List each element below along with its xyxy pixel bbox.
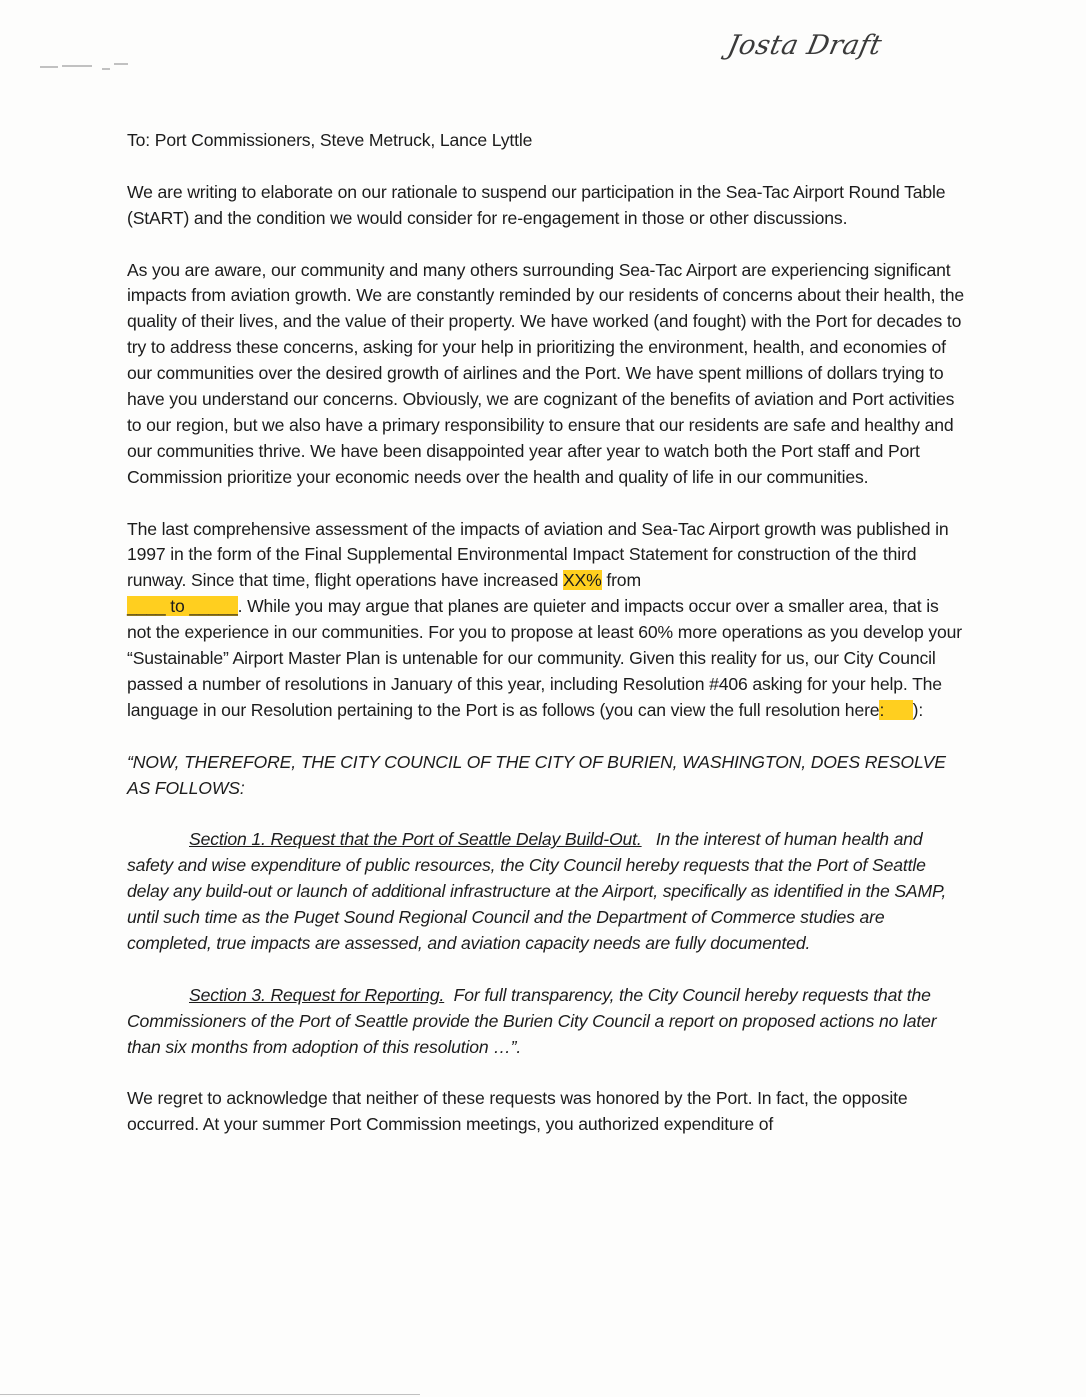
- section-1-heading: Section 1. Request that the Port of Seattle Delay Build-Out.: [189, 829, 642, 850]
- resolution-section-3: [127, 983, 967, 1061]
- resolution-intro: “NOW, THEREFORE, THE CITY COUNCIL OF THE CITY OF BURIEN, WASHINGTON, DOES RESOLVE AS FOLLOWS:: [127, 751, 946, 798]
- text-segment: ):: [912, 699, 924, 720]
- scan-edge-line: [0, 1394, 420, 1395]
- text-segment: . While you may argue that planes are quieter and impacts occur over a smaller area, that is not the experience in our communities. For you to propose at least 60% more operations as you develop your “Sustainable” Airport Master Plan is untenable for our community. Given this reality for us, our City Council passed a number of resolutions in January of this year, including Resolution #406 asking for your help. The language in our Resolution pertaining to the Port is as follows (you can view the full resolution here: [127, 596, 962, 720]
- highlight-link-placeholder: :: [879, 699, 913, 720]
- blank-to: _____: [189, 596, 238, 617]
- section-3-heading: Section 3. Request for Reporting.: [189, 984, 445, 1005]
- text-segment: The last comprehensive assessment of the impacts of aviation and Sea-Tac Airport growth was published in 1997 in the form of the Final Supplemental Environmental Impact Statement for construction of the third runway. Since that time, flight operations have increased: [127, 518, 949, 591]
- section-1-body: In the interest of human health and safety and wise expenditure of public resources, the City Council hereby requests that the Port of Seattle delay any build-out or launch of additional infrastructure at the Airport, specifically as identified in the SAMP, until such time as the Puget Sound Regional Council and the Department of Commerce studies are completed, true impacts are assessed, and aviation capacity needs are fully documented.: [127, 829, 951, 954]
- highlight-percent-placeholder: XX%: [562, 570, 602, 591]
- letter-body: [127, 128, 967, 1164]
- text-segment: from: [601, 570, 641, 591]
- to-word: to: [165, 596, 190, 617]
- blank-from: ____: [127, 596, 166, 617]
- scan-artifact: [40, 62, 130, 72]
- highlight-range-placeholder: [127, 596, 238, 616]
- paragraph-intro: We are writing to elaborate on our rationale to suspend our participation in the Sea-Tac Airport Round Table (StART) and the condition we would consider for re-engagement in those or other discussions.: [127, 181, 946, 228]
- handwritten-draft-note: Josta Draft: [724, 30, 885, 61]
- section-3-body: For full transparency, the City Council hereby requests that the Commissioners of the Port of Seattle provide the Burien City Council a report on proposed actions no later than six months from adoption of this resolution …”.: [127, 984, 942, 1057]
- resolution-section-1: [127, 827, 967, 957]
- paragraph-assessment: [127, 517, 967, 724]
- paragraph-final: We regret to acknowledge that neither of these requests was honored by the Port. In fact, the opposite occurred. At your summer Port Commission meetings, you authorized expenditure of: [127, 1088, 908, 1135]
- paragraph-impacts: As you are aware, our community and many others surrounding Sea-Tac Airport are experiencing significant impacts from aviation growth. We are constantly reminded by our residents of concerns about their health, the quality of their lives, and the value of their property. We have worked (and fought) with the Port for decades to try to address these concerns, asking for your help in prioritizing the environment, health, and economies of our communities over the desired growth of airlines and the Port. We have spent millions of dollars trying to have you understand our concerns. Obviously, we are cognizant of the benefits of aviation and Port activities to our region, but we also have a primary responsibility to ensure that our residents are safe and healthy and our communities thrive. We have been disappointed year after year to watch both the Port staff and Port Commission prioritize your economic needs over the health and quality of life in our communities.: [127, 259, 965, 487]
- recipient-line: To: Port Commissioners, Steve Metruck, Lance Lyttle: [127, 130, 533, 150]
